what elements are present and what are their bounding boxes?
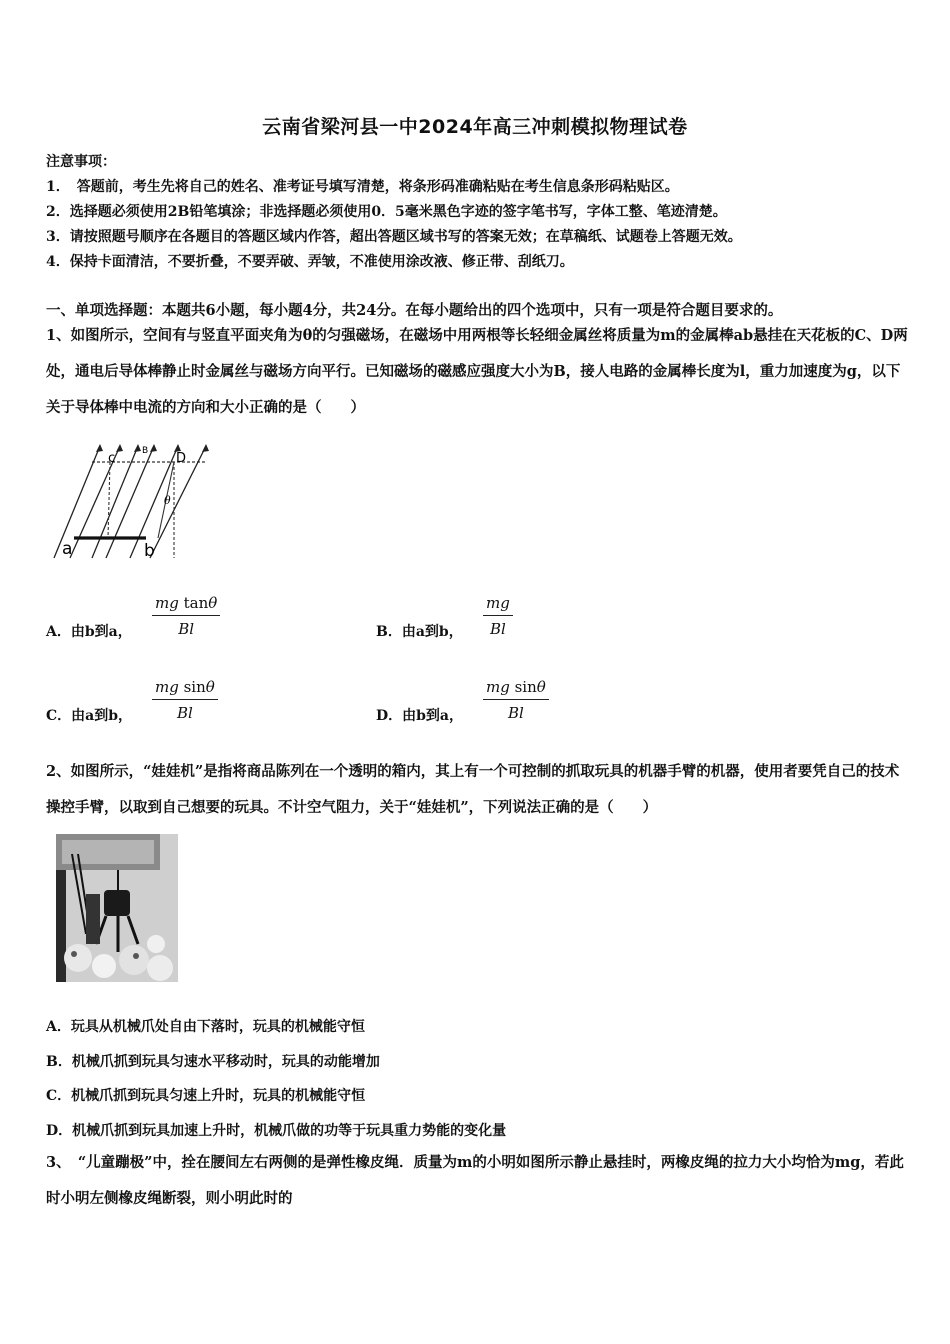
question-3-text: 3、 “儿童蹦极”中，拴在腰间左右两侧的是弹性橡皮绳．质量为m的小明如图所示静止悬挂时，两橡皮绳的拉力大小均恰为mg，若此时小明左侧橡皮绳断裂，则小明此时的	[46, 1154, 904, 1207]
label-c: c	[108, 451, 116, 466]
section-heading: 一、单项选择题：本题共6小题，每小题4分，共24分。在每小题给出的四个选项中，只有一项是符合题目要求的。	[46, 302, 783, 319]
arrow-icon	[202, 444, 209, 452]
option-d-fraction	[483, 678, 549, 722]
q2-option-c[interactable]: C．机械爪抓到玩具匀速上升时，玩具的机械能守恒	[46, 1088, 366, 1104]
option-b-fraction	[483, 594, 513, 638]
q2-option-b[interactable]: B．机械爪抓到玩具匀速水平移动时，玩具的动能增加	[46, 1054, 380, 1070]
numerator-fn: tan	[183, 594, 209, 612]
numerator-angle: θ	[205, 678, 215, 696]
numerator-var: mg	[486, 594, 510, 612]
arrow-icon	[134, 444, 141, 452]
denominator: Bl	[176, 704, 193, 722]
option-d[interactable]: D．由b到a，	[376, 708, 464, 724]
option-c[interactable]: C．由a到b，	[46, 708, 133, 724]
notice-item: 2．选择题必须使用2B铅笔填涂；非选择题必须使用0．5毫米黑色字迹的签字笔书写，字体工整、笔迹清楚。	[46, 204, 727, 220]
toy	[147, 935, 165, 953]
page-title: 云南省梁河县一中2024年高三冲刺模拟物理试卷	[262, 116, 688, 138]
label-b: b	[144, 541, 155, 561]
label-theta: θ	[164, 494, 171, 507]
option-a-fraction	[152, 594, 220, 638]
notice-heading: 注意事项：	[46, 154, 116, 170]
denominator: Bl	[507, 704, 524, 722]
arrow-icon	[96, 444, 103, 452]
option-c-fraction	[152, 678, 218, 722]
question-1-figure	[46, 440, 216, 562]
toy	[147, 955, 173, 981]
numerator-fn: sin	[183, 678, 206, 696]
option-b[interactable]: B．由a到b，	[376, 624, 463, 640]
label-d: D	[176, 451, 187, 466]
toy	[92, 954, 116, 978]
denominator: Bl	[490, 620, 506, 638]
numerator-var: mg	[155, 678, 179, 696]
numerator-angle: θ	[208, 594, 218, 612]
machine-frame	[56, 870, 66, 982]
q2-option-d[interactable]: D．机械爪抓到玩具加速上升时，机械爪做的功等于玩具重力势能的变化量	[46, 1123, 507, 1139]
label-b-field: B	[142, 446, 149, 456]
question-2-text: 2、如图所示，“娃娃机”是指将商品陈列在一个透明的箱内，其上有一个可控制的抓取玩具的机器手臂的机器，使用者要凭自己的技术操控手臂，以取到自己想要的玩具。不计空气阻力，关于“娃娃机”，下列说法正确的是（ ）	[46, 763, 900, 816]
claw-machine-photo	[56, 834, 178, 982]
numerator-var: mg	[486, 678, 510, 696]
notice-item: 3．请按照题号顺序在各题目的答题区域内作答，超出答题区域书写的答案无效；在草稿纸、试题卷上答题无效。	[46, 229, 742, 245]
toy	[64, 944, 92, 972]
notice-item: 1． 答题前，考生先将自己的姓名、准考证号填写清楚，将条形码准确粘贴在考生信息条形码粘贴区。	[46, 179, 679, 195]
label-a: a	[62, 539, 73, 559]
notice-item: 4．保持卡面清洁，不要折叠，不要弄破、弄皱，不准使用涂改液、修正带、刮纸刀。	[46, 254, 574, 270]
q2-option-a[interactable]: A．玩具从机械爪处自由下落时，玩具的机械能守恒	[46, 1019, 365, 1035]
arrow-icon	[116, 444, 123, 452]
claw-head	[104, 890, 130, 916]
toy	[119, 945, 149, 975]
numerator-angle: θ	[536, 678, 546, 696]
question-1-text: 1、如图所示，空间有与竖直平面夹角为θ的匀强磁场，在磁场中用两根等长轻细金属丝将质量为m的金属棒ab悬挂在天花板的C、D两处，通电后导体棒静止时金属丝与磁场方向平行。已知磁场的磁感应强度大小为B，接人电路的金属棒长度为l，重力加速度为g，以下关于导体棒中电流的方向和大小正确的是（ ）	[46, 327, 908, 416]
option-a[interactable]: A．由b到a，	[46, 624, 132, 640]
arrow-icon	[150, 444, 157, 452]
numerator-fn: sin	[514, 678, 537, 696]
numerator-var: mg	[155, 594, 179, 612]
denominator: Bl	[178, 620, 195, 638]
